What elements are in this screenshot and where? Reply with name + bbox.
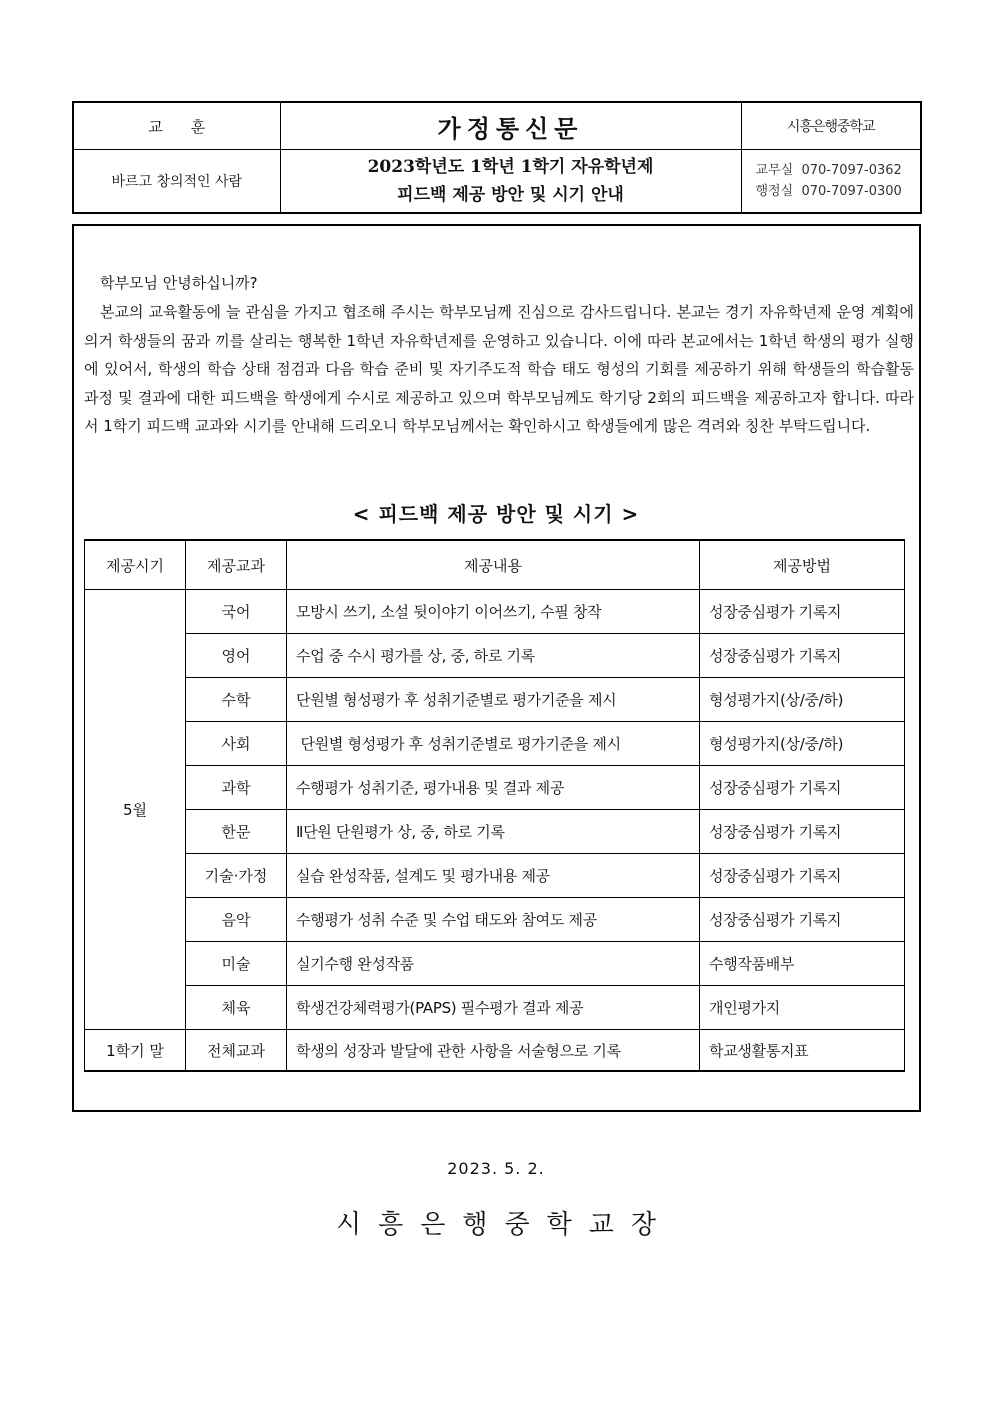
contact-phones — [741, 150, 921, 214]
table-row — [85, 634, 905, 678]
header-subject: 제공교과 — [186, 540, 287, 590]
method-cell: 개인평가지 — [700, 986, 905, 1030]
table-row — [85, 898, 905, 942]
period-cell: 5월 — [85, 590, 186, 1030]
subject-cell: 국어 — [186, 590, 287, 634]
period-cell: 1학기 말 — [85, 1030, 186, 1072]
content-cell: 수행평가 성취 수준 및 수업 태도와 참여도 제공 — [287, 898, 700, 942]
content-cell: 학생건강체력평가(PAPS) 필수평가 결과 제공 — [287, 986, 700, 1030]
table-header-row — [85, 540, 905, 590]
subject-cell: 사회 — [186, 722, 287, 766]
content-cell: 수행평가 성취기준, 평가내용 및 결과 제공 — [287, 766, 700, 810]
method-cell: 성장중심평가 기록지 — [700, 810, 905, 854]
header-period: 제공시기 — [85, 540, 186, 590]
content-cell: 모방시 쓰기, 소설 뒷이야기 이어쓰기, 수필 창작 — [287, 590, 700, 634]
method-cell: 성장중심평가 기록지 — [700, 634, 905, 678]
subject-cell: 수학 — [186, 678, 287, 722]
subject-cell: 전체교과 — [186, 1030, 287, 1072]
method-cell: 성장중심평가 기록지 — [700, 590, 905, 634]
subject-cell: 한문 — [186, 810, 287, 854]
main-title: 가정통신문 — [280, 102, 741, 150]
table-row — [85, 722, 905, 766]
school-motto: 바르고 창의적인 사람 — [73, 150, 280, 214]
header-content: 제공내용 — [287, 540, 700, 590]
table-row — [85, 590, 905, 634]
table-row — [85, 766, 905, 810]
subtitle-line-1: 2023학년도 1학년 1학기 자유학년제 — [367, 157, 654, 177]
document-subtitle — [280, 150, 741, 214]
table-row — [85, 854, 905, 898]
content-cell: 실습 완성작품, 설계도 및 평가내용 제공 — [287, 854, 700, 898]
table-row-final — [85, 1030, 905, 1072]
method-cell: 성장중심평가 기록지 — [700, 766, 905, 810]
subject-cell: 미술 — [186, 942, 287, 986]
table-row — [85, 942, 905, 986]
issue-date: 2023. 5. 2. — [447, 1159, 545, 1178]
motto-label: 교훈 — [73, 102, 280, 150]
content-cell: 수업 중 수시 평가를 상, 중, 하로 기록 — [287, 634, 700, 678]
feedback-table — [84, 539, 905, 1072]
method-cell: 수행작품배부 — [700, 942, 905, 986]
content-cell: 단원별 형성평가 후 성취기준별로 평가기준을 제시 — [287, 722, 700, 766]
letter-body: 본교의 교육활동에 늘 관심을 가지고 협조해 주시는 학부모님께 진심으로 감사드립니다. 본교는 경기 자유학년제 운영 계획에 의거 학생들의 꿈과 끼를 살리는 행복한 1학년 자유학년제를 운영하고 있습니다. 이에 따라 본교에서는 1학년 학생의 평가 실행에 있어서, 학생의 학습 상태 점검과 다음 학습 준비 및 자기주도적 학습 태도 형성의 기회를 제공하기 위해 학생들의 학습활동 과정 및 결과에 대한 피드백을 학생에게 수시로 제공하고 있으며 학부모님께도 학기당 2회의 피드백을 제공하고자 합니다. 따라서 1학기 피드백 교과와 시기를 안내해 드리오니 학부모님께서는 확인하시고 학생들에게 많은 격려와 칭찬 부탁드립니다. — [84, 303, 914, 435]
greeting: 학부모님 안녕하십니까? — [100, 274, 258, 292]
school-name: 시흥은행중학교 — [741, 102, 921, 150]
method-cell: 형성평가지(상/중/하) — [700, 722, 905, 766]
subject-cell: 음악 — [186, 898, 287, 942]
content-cell: Ⅱ단원 단원평가 상, 중, 하로 기록 — [287, 810, 700, 854]
subject-cell: 영어 — [186, 634, 287, 678]
method-cell: 성장중심평가 기록지 — [700, 854, 905, 898]
subject-cell: 체육 — [186, 986, 287, 1030]
principal-signature: 시흥은행중학교장 — [336, 1210, 673, 1240]
table-row — [85, 986, 905, 1030]
method-cell: 성장중심평가 기록지 — [700, 898, 905, 942]
content-cell: 학생의 성장과 발달에 관한 사항을 서술형으로 기록 — [287, 1030, 700, 1072]
phone-admin-office: 행정실 070-7097-0300 — [755, 184, 902, 199]
subject-cell: 기술·가정 — [186, 854, 287, 898]
phone-academic-office: 교무실 070-7097-0362 — [755, 163, 902, 178]
content-cell: 실기수행 완성작품 — [287, 942, 700, 986]
method-cell: 학교생활통지표 — [700, 1030, 905, 1072]
method-cell: 형성평가지(상/중/하) — [700, 678, 905, 722]
subtitle-line-2: 피드백 제공 방안 및 시기 안내 — [397, 185, 624, 205]
table-row — [85, 810, 905, 854]
subject-cell: 과학 — [186, 766, 287, 810]
content-cell: 단원별 형성평가 후 성취기준별로 평가기준을 제시 — [287, 678, 700, 722]
header-method: 제공방법 — [700, 540, 905, 590]
section-title: < 피드백 제공 방안 및 시기 > — [352, 502, 640, 526]
header-table — [72, 101, 922, 214]
table-row — [85, 678, 905, 722]
